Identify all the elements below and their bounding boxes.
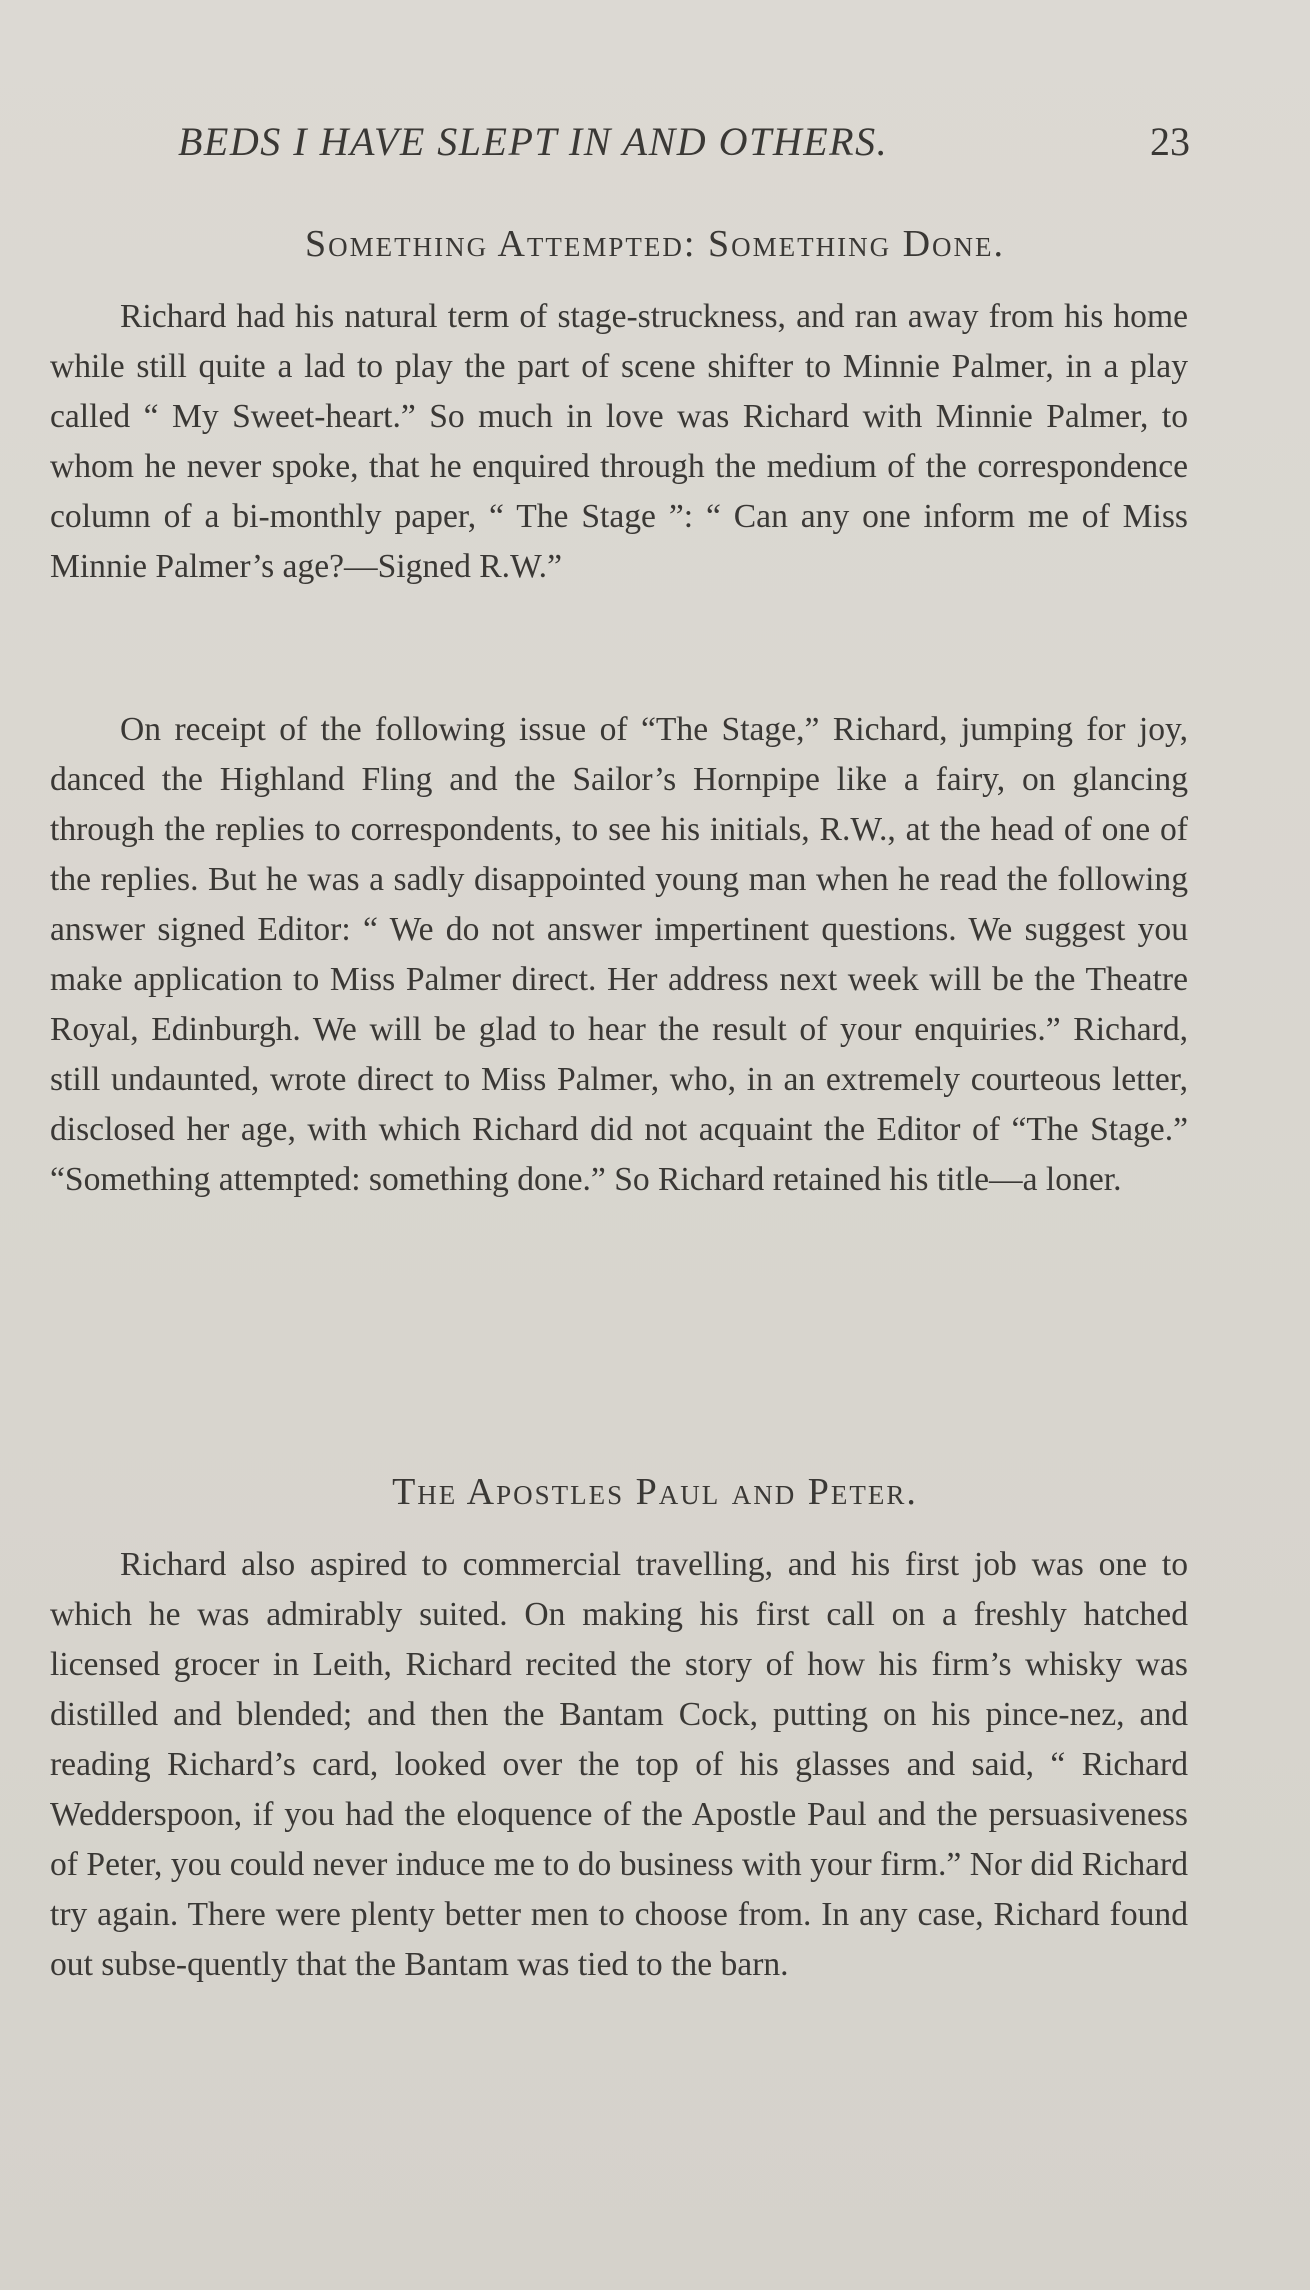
- paragraph: Richard also aspired to commercial travelling, and his first job was one to which he was admirably suited. On making his first call on a freshly hatched licensed grocer in Leith, Richard recited the story of how his firm’s whisky was distilled and blended; and then the Bantam Cock, putting on his pince-nez, and reading Richard’s card, looked over the top of his glasses and said, “ Richard Wedderspoon, if you had the eloquence of the Apostle Paul and the persuasiveness of Peter, you could never induce me to do business with your firm.” Nor did Richard try again. There were plenty better men to choose from. In any case, Richard found out subse-quently that the Bantam was tied to the barn.: [50, 1546, 1188, 1983]
- paragraph: Richard had his natural term of stage-struckness, and ran away from his home while still quite a lad to play the part of scene shifter to Minnie Palmer, in a play called “ My Sweet-heart.” So much in love was Richard with Minnie Palmer, to whom he never spoke, that he enquired through the medium of the correspondence column of a bi-monthly paper, “ The Stage ”: “ Can any one inform me of Miss Minnie Palmer’s age?—Signed R.W.”: [50, 298, 1188, 585]
- running-title: BEDS I HAVE SLEPT IN AND OTHERS.: [178, 119, 889, 164]
- section-heading-something-attempted: Something Attempted: Something Done.: [304, 223, 1006, 265]
- section-heading-apostles: The Apostles Paul and Peter.: [392, 1471, 918, 1513]
- page-number: 23: [1150, 119, 1190, 164]
- page-header: [160, 118, 1190, 178]
- paragraph: On receipt of the following issue of “The Stage,” Richard, jumping for joy, danced the Highland Fling and the Sailor’s Hornpipe like a fairy, on glancing through the replies to correspondents, to see his initials, R.W., at the head of one of the replies. But he was a sadly disappointed young man when he read the following answer signed Editor: “ We do not answer impertinent questions. We suggest you make application to Miss Palmer direct. Her address next week will be the Theatre Royal, Edinburgh. We will be glad to hear the result of your enquiries.” Richard, still undaunted, wrote direct to Miss Palmer, who, in an extremely courteous letter, disclosed her age, with which Richard did not acquaint the Editor of “The Stage.” “Something attempted: something done.” So Richard retained his title—a loner.: [50, 711, 1188, 1198]
